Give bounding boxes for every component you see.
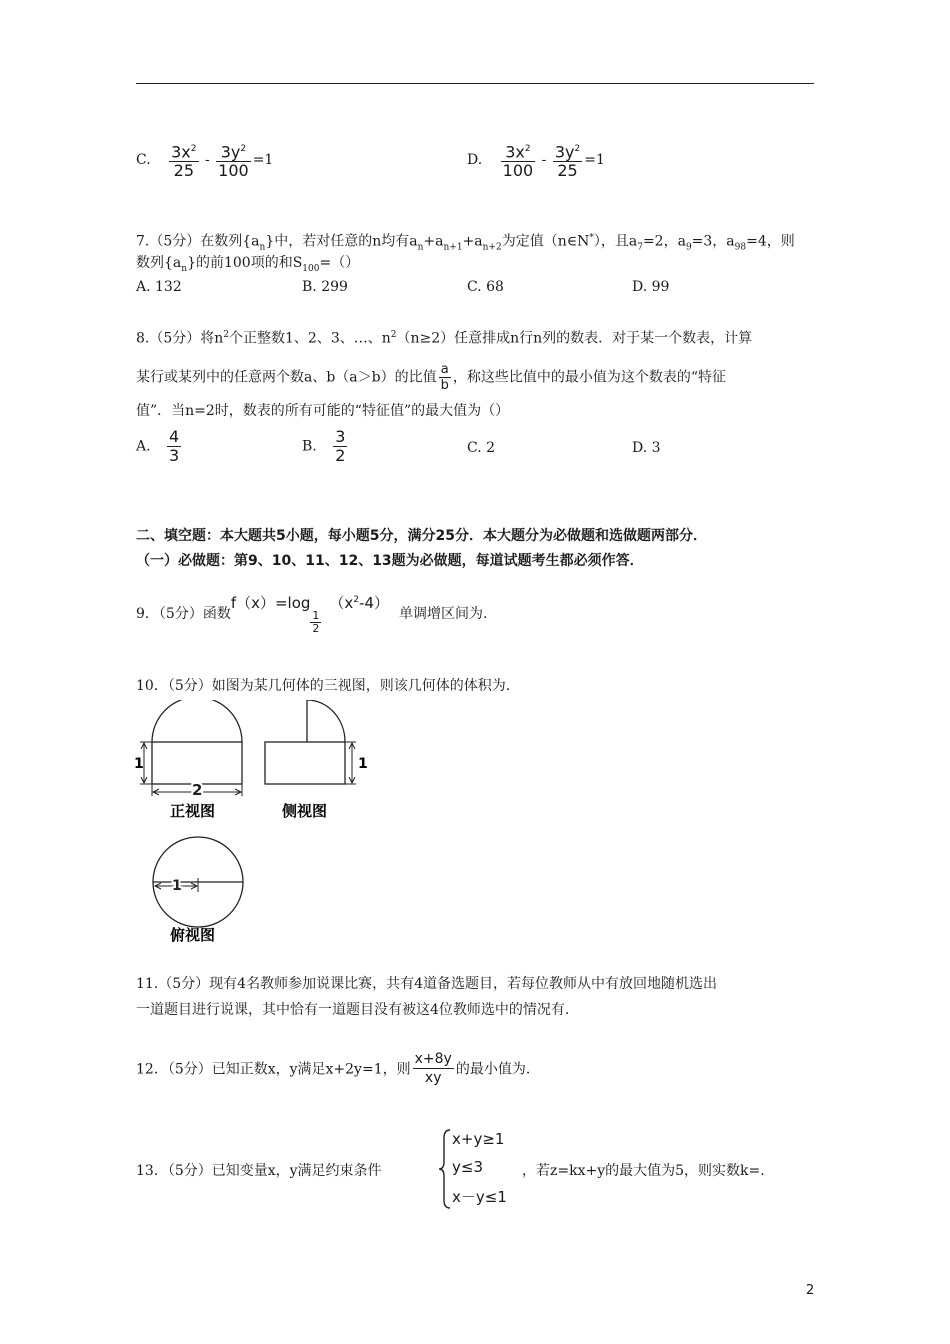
q7-line-2: 数列$\{a_n\}$的前100项的和$S_{100}=()$	[136, 255, 360, 274]
dim-1-front: 1	[134, 756, 144, 772]
q8-option-c: C. 2	[467, 440, 496, 456]
side-view-rect	[265, 742, 345, 784]
q7-option-a: A. 132	[136, 279, 182, 295]
fraction: $\frac{3x^2}{100}$	[501, 140, 536, 180]
section-subheading: （一）必做题：第9、10、11、12、13题为必做题，每道试题考生都必须作答．	[136, 553, 644, 569]
side-view-label: 侧视图	[282, 802, 328, 820]
top-view-label: 俯视图	[170, 926, 216, 944]
q9: 9．（5分）函数f（x）=log $\frac{1}{2}$ $(x^2-4)$单调增区间为.	[136, 594, 488, 635]
section-heading: 二、填空题：本大题共5小题，每小题5分，满分25分．本大题分为必做题和选做题两部分．	[136, 528, 707, 544]
front-view-rect	[152, 742, 242, 784]
fraction: $\frac{4}{3}$	[169, 427, 180, 465]
page-number: 2	[806, 1283, 815, 1298]
front-view-label: 正视图	[170, 802, 216, 820]
fraction: $\frac{a}{b}$	[440, 362, 449, 393]
q8-line-3: 值”．当n=2时，数表的所有可能的“特征值”的最大值为（）	[136, 403, 510, 419]
q8-option-b: B. $\frac{3}{2}$	[302, 427, 346, 465]
q8-option-d: D. 3	[632, 440, 661, 456]
constraint-3: x－y≤1	[452, 1188, 507, 1206]
header-rule	[136, 83, 814, 84]
dim-1-top: 1	[172, 878, 182, 894]
log-base: $\frac{1}{2}$	[312, 608, 320, 635]
fraction: $\frac{x+8y}{xy}$	[414, 1051, 452, 1086]
q11-line-2: 一道题目进行说课，其中恰有一道题目没有被这4位教师选中的情况有.	[136, 1002, 570, 1018]
dim-1-side: 1	[358, 756, 368, 772]
fraction: $\frac{3x^2}{25}$	[169, 140, 198, 180]
q7-option-c: C. 68	[467, 279, 504, 295]
q6-option-c: C. $\frac{3x^2}{25}$ - $\frac{3y^2}{100}$ =1	[136, 140, 273, 180]
q8-option-a: A. $\frac{4}{3}$	[136, 427, 180, 465]
q13-prefix: 13．（5分）已知变量x，y满足约束条件	[136, 1163, 382, 1179]
q6-option-d: D. $\frac{3x^2}{100}$ - $\frac{3y^2}{25}$ =1	[467, 140, 605, 180]
fraction: $\frac{3y^2}{100}$	[216, 140, 251, 180]
constraint-2: y≤3	[452, 1158, 483, 1176]
q8-line-2: 某行或某列中的任意两个数a、b（a＞b）的比值 $\frac{a}{b}$ ，称这些比值中的最小值为这个数表的“特征	[136, 362, 727, 393]
three-view-figure	[134, 700, 374, 950]
option-label: C.	[136, 152, 151, 169]
q12: 12．（5分）已知正数x，y满足x+2y=1，则 $\frac{x+8y}{xy}$ 的最小值为.	[136, 1051, 531, 1086]
q7-option-d: D. 99	[632, 279, 670, 295]
q13-suffix: ，若z=kx+y的最大值为5，则实数k=.	[522, 1163, 765, 1179]
q8-line-1: 8.（5分）将$n^2$个正整数1、2、3、…、$n^2(n\ge 2)$任意排成n行n列的数表．对于某一个数表，计算	[136, 330, 753, 347]
q7-line-1: 7.（5分）在数列$\{a_n\}$中，若对任意的n均有$a_n+a_{n+1}+a_{n+2}$为定值（n∈N*），且$a_7=2$，$a_9=3$，$a_{98}=4$，则	[136, 233, 795, 253]
fraction: $\frac{3}{2}$	[335, 427, 346, 465]
constraint-1: x+y≥1	[452, 1130, 505, 1148]
q7-option-b: B. 299	[302, 279, 348, 295]
brace-icon	[438, 1128, 452, 1210]
q11-line-1: 11.（5分）现有4名教师参加说课比赛，共有4道备选题目，若每位教师从中有放回地随机选出	[136, 976, 717, 992]
q10-text: 10．（5分）如图为某几何体的三视图，则该几何体的体积为.	[136, 678, 511, 694]
front-view-shape	[152, 700, 242, 742]
dim-2: 2	[192, 781, 203, 799]
option-label: D.	[467, 152, 483, 169]
fraction: $\frac{3y^2}{25}$	[553, 140, 582, 180]
side-view-quarter	[307, 700, 345, 742]
